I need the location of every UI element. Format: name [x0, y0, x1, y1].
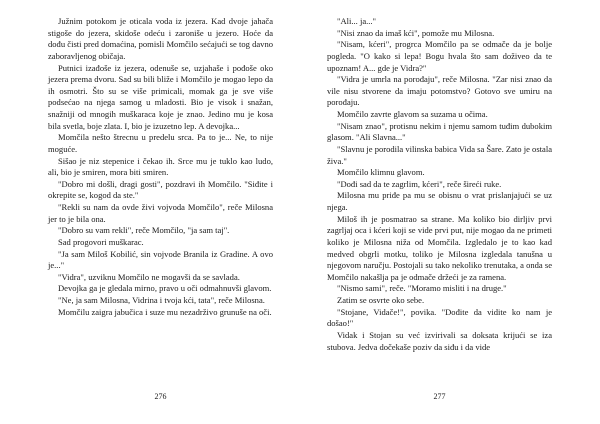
paragraph: "Dođi sad da te zagrlim, kćeri", reče šireći ruke. — [337, 178, 502, 189]
paragraph: "Slavnu je porodila vilinska babica Vida sa Šare. Zato je ostala živa." — [327, 143, 552, 166]
paragraph: Vidak i Stojan su već izvirivali sa doksata krijući se iza stubova. Jedva dočekaše poziv da siđu i da vide — [327, 329, 552, 352]
paragraph: "Vidra", uzviknu Momčilo ne mogavši da se savlada. — [58, 271, 240, 282]
right-page — [300, 0, 600, 424]
paragraph: Momčila nešto štrecnu u predelu srca. Pa to je... Ne, to nije moguće. — [48, 132, 273, 154]
paragraph: "Ali... ja..." — [337, 16, 377, 26]
paragraph: "Vidra je umrla na porođaju", reče Milosna. "Zar nisi znao da vile nisu stvorene da imaju potomstvo? Gotovo sve umiru na porođaju. — [327, 74, 552, 108]
paragraph: "Nisi znao da imaš kći", pomože mu Milosna. — [337, 27, 495, 38]
paragraph: Južnim potokom je oticala voda iz jezera. Kad dvoje jahača stigoše do jezera, skidoše odeću i zaroniše u jezero. Hoće da dođu čisti pred domaćina, pomisli Momčilo sećajući se tog davno zaboravljenog običaja. — [48, 16, 273, 61]
paragraph: "Nismo sami", reče. "Moramo misliti i na druge." — [337, 283, 507, 294]
paragraph: "Nisam, kćeri", progrca Momčilo pa se odmače da je bolje pogleda. "O kako si lepa! Bogu hvala što sam doživeo da te upoznam! A... gde je Vidra?" — [327, 39, 552, 73]
paragraph: "Rekli su nam da ovde živi vojvoda Momčilo", reče Milosna jer to je bila ona. — [48, 202, 273, 224]
paragraph: Sad progovori muškarac. — [58, 236, 144, 247]
paragraph: Milosna mu priđe pa mu se obisnu o vrat prislanjajući se uz njega. — [327, 190, 552, 212]
paragraph: "Dobro mi došli, dragi gosti", pozdravi ih Momčilo. "Siđite i okrepite se, kogod da ste." — [48, 178, 273, 201]
paragraph: "Dobro su vam rekli", reče Momčilo, "ja sam taj". — [58, 225, 230, 236]
paragraph: Miloš ih je posmatrao sa strane. Ma koliko bio dirljiv prvi zagrljaj oca i kćeri koji se vide prvi put, nije mogao da ne primeti koliko je Milosna niža od Momčila. Izgledalo je to kao kad medved obgrli motku, toliko je Milosna izgledala tanušna u njegovom naručju. Postojali su tako nekoliko trenutaka, a onda se Momčilo nakašlja pa je odmače držeći je za ramena. — [327, 213, 552, 282]
paragraph: Devojka ga je gledala mirno, pravo u oči odmahnuvši glavom. — [58, 283, 272, 294]
paragraph: Momčilu zaigra jabučica i suze mu nezadrživo grunuše na oči. — [58, 306, 272, 317]
paragraph: "Ja sam Miloš Kobilić, sin vojvode Branila iz Gradine. A ovo je..." — [48, 248, 273, 271]
paragraph: "Stojane, Vidače!", povika. "Dođite da vidite ko nam je došao!" — [327, 306, 552, 329]
paragraph: Zatim se osvrte oko sebe. — [337, 295, 425, 305]
right-page-text — [327, 16, 552, 353]
paragraph: Putnici izađoše iz jezera, odenuše se, uzjahaše i pođoše oko jezera prema dvoru. Sad su bili bliže i Momčilo je mogao lepo da ih osmotri. Što su se više primicali, momak ga je sve više podsećao na njega samog u mladosti. Bio je visok i snažan, snažniji od mnogih muškaraca koje je znao. Jedino mu je kosa bila svetla, boje zlata. I, bio je izuzetno lep. A devojka... — [48, 62, 273, 131]
left-page-text — [48, 16, 273, 318]
page-number-right: 277 — [433, 392, 446, 401]
paragraph: "Nisam znao", protisnu nekim i njemu samom tuđim dubokim glasom. "Ali Slavna..." — [327, 120, 552, 143]
paragraph: Sišao je niz stepenice i čekao ih. Srce mu je tuklo kao ludo, ali, bio je smiren, mora biti smiren. — [48, 155, 273, 178]
paragraph: Momčilo klimnu glavom. — [337, 167, 425, 178]
page-number-left: 276 — [154, 392, 167, 401]
paragraph: Momčilo zavrte glavom sa suzama u očima. — [337, 109, 488, 119]
paragraph: "Ne, ja sam Milosna, Vidrina i tvoja kći, tata", reče Milosna. — [58, 295, 265, 305]
